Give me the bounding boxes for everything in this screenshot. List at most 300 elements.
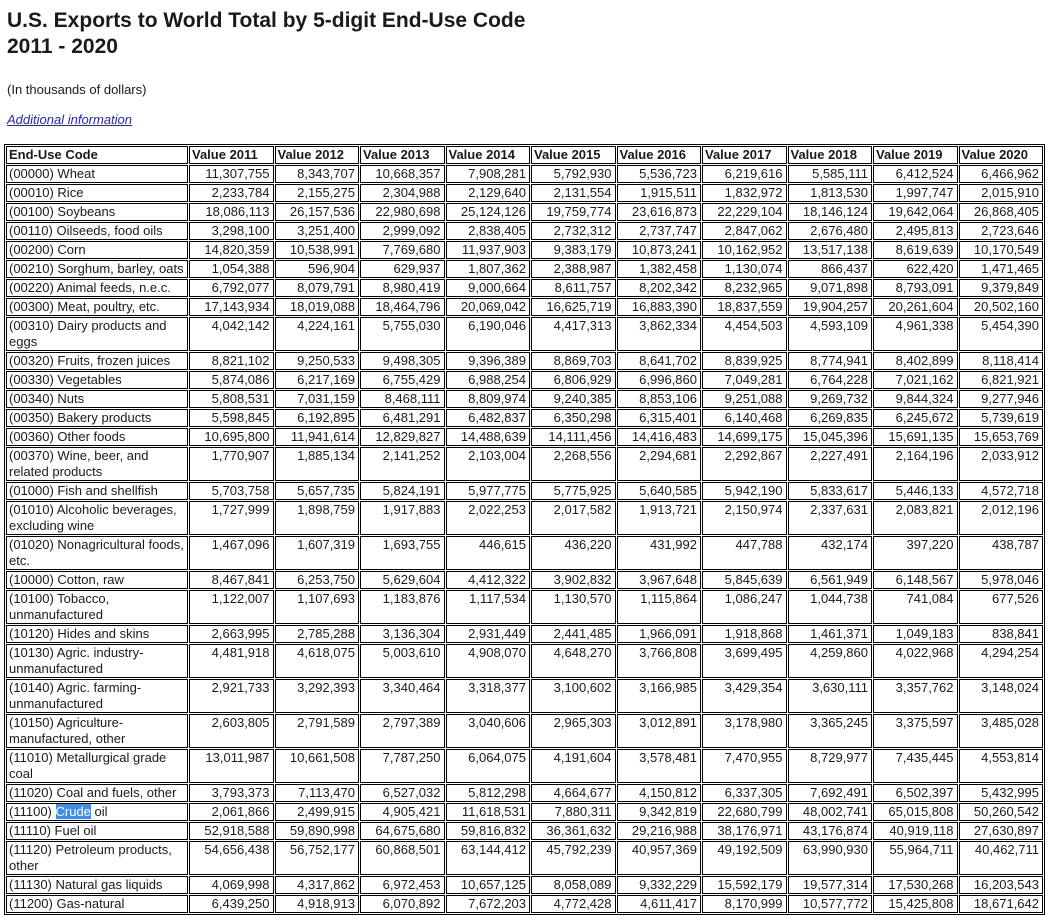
table-row <box>6 390 1043 408</box>
row-label: (00010) Rice <box>6 184 188 202</box>
value-cell: 5,755,030 <box>360 317 445 351</box>
value-cell: 4,905,421 <box>360 803 445 821</box>
value-cell: 1,130,074 <box>702 260 787 278</box>
value-cell: 5,978,046 <box>959 571 1044 589</box>
value-cell: 9,342,819 <box>617 803 702 821</box>
value-cell: 622,420 <box>873 260 958 278</box>
value-cell: 20,261,604 <box>873 298 958 316</box>
value-cell: 2,083,821 <box>873 501 958 535</box>
table-row <box>6 298 1043 316</box>
value-cell: 9,844,324 <box>873 390 958 408</box>
value-cell: 1,807,362 <box>446 260 531 278</box>
value-cell: 1,913,721 <box>617 501 702 535</box>
value-cell: 3,318,377 <box>446 679 531 713</box>
value-cell: 1,917,883 <box>360 501 445 535</box>
value-cell: 7,787,250 <box>360 749 445 783</box>
value-cell: 2,033,912 <box>959 447 1044 481</box>
column-header-value-2018: Value 2018 <box>788 146 873 164</box>
value-cell: 8,853,106 <box>617 390 702 408</box>
value-cell: 9,000,664 <box>446 279 531 297</box>
value-cell: 6,192,895 <box>275 409 360 427</box>
value-cell: 629,937 <box>360 260 445 278</box>
value-cell: 9,277,946 <box>959 390 1044 408</box>
value-cell: 59,890,998 <box>275 822 360 840</box>
table-row <box>6 590 1043 624</box>
value-cell: 9,498,305 <box>360 352 445 370</box>
value-cell: 10,170,549 <box>959 241 1044 259</box>
value-cell: 17,143,934 <box>189 298 274 316</box>
row-label: (10100) Tobacco, unmanufactured <box>6 590 188 624</box>
value-cell: 8,402,899 <box>873 352 958 370</box>
value-cell: 2,155,275 <box>275 184 360 202</box>
value-cell: 1,832,972 <box>702 184 787 202</box>
value-cell: 16,625,719 <box>531 298 616 316</box>
header-row <box>6 146 1043 164</box>
value-cell: 18,837,559 <box>702 298 787 316</box>
column-header-end-use-code: End-Use Code <box>6 146 188 164</box>
value-cell: 10,695,800 <box>189 428 274 446</box>
value-cell: 6,350,298 <box>531 409 616 427</box>
value-cell: 8,793,091 <box>873 279 958 297</box>
value-cell: 1,898,759 <box>275 501 360 535</box>
value-cell: 3,862,334 <box>617 317 702 351</box>
value-cell: 2,931,449 <box>446 625 531 643</box>
row-label: (00360) Other foods <box>6 428 188 446</box>
value-cell: 27,630,897 <box>959 822 1044 840</box>
value-cell: 7,470,955 <box>702 749 787 783</box>
value-cell: 6,481,291 <box>360 409 445 427</box>
row-label: (11110) Fuel oil <box>6 822 188 840</box>
row-label: (11200) Gas-natural <box>6 895 188 913</box>
value-cell: 36,361,632 <box>531 822 616 840</box>
value-cell: 3,375,597 <box>873 714 958 748</box>
value-cell: 3,793,373 <box>189 784 274 802</box>
value-cell: 6,527,032 <box>360 784 445 802</box>
value-cell: 6,064,075 <box>446 749 531 783</box>
value-cell: 26,868,405 <box>959 203 1044 221</box>
value-cell: 8,079,791 <box>275 279 360 297</box>
value-cell: 5,824,191 <box>360 482 445 500</box>
value-cell: 9,071,898 <box>788 279 873 297</box>
value-cell: 5,775,925 <box>531 482 616 500</box>
value-cell: 1,915,511 <box>617 184 702 202</box>
value-cell: 12,829,827 <box>360 428 445 446</box>
table-row <box>6 501 1043 535</box>
row-label: (00340) Nuts <box>6 390 188 408</box>
value-cell: 25,124,126 <box>446 203 531 221</box>
column-header-value-2017: Value 2017 <box>702 146 787 164</box>
additional-information-row <box>7 112 1049 127</box>
value-cell: 63,144,412 <box>446 841 531 875</box>
value-cell: 17,530,268 <box>873 876 958 894</box>
value-cell: 7,769,680 <box>360 241 445 259</box>
value-cell: 8,774,941 <box>788 352 873 370</box>
row-label: (01010) Alcoholic beverages, excluding wine <box>6 501 188 535</box>
value-cell: 5,942,190 <box>702 482 787 500</box>
value-cell: 4,042,142 <box>189 317 274 351</box>
value-cell: 4,772,428 <box>531 895 616 913</box>
value-cell: 7,435,445 <box>873 749 958 783</box>
value-cell: 11,941,614 <box>275 428 360 446</box>
value-cell: 59,816,832 <box>446 822 531 840</box>
value-cell: 3,178,980 <box>702 714 787 748</box>
additional-information-link[interactable]: Additional information <box>7 112 133 127</box>
value-cell: 3,292,393 <box>275 679 360 713</box>
value-cell: 1,183,876 <box>360 590 445 624</box>
value-cell: 2,999,092 <box>360 222 445 240</box>
value-cell: 6,337,305 <box>702 784 787 802</box>
value-cell: 2,015,910 <box>959 184 1044 202</box>
table-row <box>6 260 1043 278</box>
value-cell: 436,220 <box>531 536 616 570</box>
value-cell: 4,918,913 <box>275 895 360 913</box>
value-cell: 5,833,617 <box>788 482 873 500</box>
value-cell: 60,868,501 <box>360 841 445 875</box>
row-label: (11100) Crude oil <box>6 803 188 821</box>
value-cell: 2,785,288 <box>275 625 360 643</box>
value-cell: 4,417,313 <box>531 317 616 351</box>
value-cell: 3,148,024 <box>959 679 1044 713</box>
value-cell: 6,755,429 <box>360 371 445 389</box>
value-cell: 45,792,239 <box>531 841 616 875</box>
value-cell: 6,561,949 <box>788 571 873 589</box>
value-cell: 1,607,319 <box>275 536 360 570</box>
value-cell: 2,965,303 <box>531 714 616 748</box>
value-cell: 18,019,088 <box>275 298 360 316</box>
row-label: (11120) Petroleum products, other <box>6 841 188 875</box>
value-cell: 4,069,998 <box>189 876 274 894</box>
table-row <box>6 803 1043 821</box>
value-cell: 3,136,304 <box>360 625 445 643</box>
value-cell: 4,481,918 <box>189 644 274 678</box>
row-label: (00300) Meat, poultry, etc. <box>6 298 188 316</box>
row-label: (00330) Vegetables <box>6 371 188 389</box>
column-header-value-2012: Value 2012 <box>275 146 360 164</box>
value-cell: 14,416,483 <box>617 428 702 446</box>
table-row <box>6 841 1043 875</box>
value-cell: 2,797,389 <box>360 714 445 748</box>
value-cell: 2,227,491 <box>788 447 873 481</box>
value-cell: 2,233,784 <box>189 184 274 202</box>
value-cell: 8,118,414 <box>959 352 1044 370</box>
value-cell: 8,170,999 <box>702 895 787 913</box>
value-cell: 1,813,530 <box>788 184 873 202</box>
value-cell: 18,671,642 <box>959 895 1044 913</box>
value-cell: 1,382,458 <box>617 260 702 278</box>
value-cell: 9,250,533 <box>275 352 360 370</box>
value-cell: 3,040,606 <box>446 714 531 748</box>
value-cell: 10,668,357 <box>360 165 445 183</box>
value-cell: 15,691,135 <box>873 428 958 446</box>
value-cell: 13,517,138 <box>788 241 873 259</box>
value-cell: 4,664,677 <box>531 784 616 802</box>
value-cell: 11,307,755 <box>189 165 274 183</box>
value-cell: 2,304,988 <box>360 184 445 202</box>
value-cell: 13,011,987 <box>189 749 274 783</box>
table-row <box>6 784 1043 802</box>
value-cell: 22,229,104 <box>702 203 787 221</box>
value-cell: 4,553,814 <box>959 749 1044 783</box>
value-cell: 6,988,254 <box>446 371 531 389</box>
table-row <box>6 371 1043 389</box>
value-cell: 20,069,042 <box>446 298 531 316</box>
value-cell: 5,812,298 <box>446 784 531 802</box>
value-cell: 1,054,388 <box>189 260 274 278</box>
table-row <box>6 536 1043 570</box>
value-cell: 9,383,179 <box>531 241 616 259</box>
exports-table <box>4 144 1045 915</box>
value-cell: 22,680,799 <box>702 803 787 821</box>
page-title <box>7 8 1049 60</box>
value-cell: 9,269,732 <box>788 390 873 408</box>
value-cell: 447,788 <box>702 536 787 570</box>
row-label: (11020) Coal and fuels, other <box>6 784 188 802</box>
value-cell: 5,629,604 <box>360 571 445 589</box>
value-cell: 5,585,111 <box>788 165 873 183</box>
table-row <box>6 895 1043 913</box>
row-label: (01020) Nonagricultural foods, etc. <box>6 536 188 570</box>
value-cell: 40,957,369 <box>617 841 702 875</box>
value-cell: 4,648,270 <box>531 644 616 678</box>
column-header-value-2014: Value 2014 <box>446 146 531 164</box>
value-cell: 19,642,064 <box>873 203 958 221</box>
value-cell: 55,964,711 <box>873 841 958 875</box>
row-label: (00210) Sorghum, barley, oats <box>6 260 188 278</box>
value-cell: 6,217,169 <box>275 371 360 389</box>
value-cell: 677,526 <box>959 590 1044 624</box>
value-cell: 7,113,470 <box>275 784 360 802</box>
value-cell: 19,759,774 <box>531 203 616 221</box>
value-cell: 15,653,769 <box>959 428 1044 446</box>
value-cell: 48,002,741 <box>788 803 873 821</box>
value-cell: 14,699,175 <box>702 428 787 446</box>
value-cell: 2,061,866 <box>189 803 274 821</box>
value-cell: 6,806,929 <box>531 371 616 389</box>
row-label: (00350) Bakery products <box>6 409 188 427</box>
value-cell: 18,464,796 <box>360 298 445 316</box>
column-header-value-2015: Value 2015 <box>531 146 616 164</box>
value-cell: 64,675,680 <box>360 822 445 840</box>
value-cell: 2,017,582 <box>531 501 616 535</box>
value-cell: 14,488,639 <box>446 428 531 446</box>
value-cell: 3,766,808 <box>617 644 702 678</box>
value-cell: 5,808,531 <box>189 390 274 408</box>
value-cell: 8,869,703 <box>531 352 616 370</box>
value-cell: 2,603,805 <box>189 714 274 748</box>
table-row <box>6 644 1043 678</box>
value-cell: 2,676,480 <box>788 222 873 240</box>
value-cell: 49,192,509 <box>702 841 787 875</box>
value-cell: 14,111,456 <box>531 428 616 446</box>
value-cell: 65,015,808 <box>873 803 958 821</box>
value-cell: 4,611,417 <box>617 895 702 913</box>
table-row <box>6 876 1043 894</box>
value-cell: 2,441,485 <box>531 625 616 643</box>
row-label: (00370) Wine, beer, and related products <box>6 447 188 481</box>
value-cell: 10,162,952 <box>702 241 787 259</box>
value-cell: 6,466,962 <box>959 165 1044 183</box>
value-cell: 2,732,312 <box>531 222 616 240</box>
value-cell: 4,224,161 <box>275 317 360 351</box>
value-cell: 7,880,311 <box>531 803 616 821</box>
value-cell: 8,468,111 <box>360 390 445 408</box>
value-cell: 9,332,229 <box>617 876 702 894</box>
value-cell: 8,611,757 <box>531 279 616 297</box>
value-cell: 432,174 <box>788 536 873 570</box>
row-label: (00200) Corn <box>6 241 188 259</box>
value-cell: 4,618,075 <box>275 644 360 678</box>
value-cell: 1,918,868 <box>702 625 787 643</box>
value-cell: 23,616,873 <box>617 203 702 221</box>
value-cell: 6,502,397 <box>873 784 958 802</box>
value-cell: 5,845,639 <box>702 571 787 589</box>
value-cell: 20,502,160 <box>959 298 1044 316</box>
value-cell: 10,538,991 <box>275 241 360 259</box>
value-cell: 2,723,646 <box>959 222 1044 240</box>
value-cell: 3,298,100 <box>189 222 274 240</box>
value-cell: 1,461,371 <box>788 625 873 643</box>
value-cell: 5,446,133 <box>873 482 958 500</box>
value-cell: 1,044,738 <box>788 590 873 624</box>
value-cell: 446,615 <box>446 536 531 570</box>
value-cell: 4,454,503 <box>702 317 787 351</box>
row-label: (00310) Dairy products and eggs <box>6 317 188 351</box>
table-row <box>6 571 1043 589</box>
value-cell: 2,150,974 <box>702 501 787 535</box>
value-cell: 11,937,903 <box>446 241 531 259</box>
value-cell: 3,699,495 <box>702 644 787 678</box>
row-label: (10120) Hides and skins <box>6 625 188 643</box>
value-cell: 6,792,077 <box>189 279 274 297</box>
table-row <box>6 279 1043 297</box>
table-row <box>6 222 1043 240</box>
units-note: (In thousands of dollars) <box>7 82 147 97</box>
value-cell: 7,031,159 <box>275 390 360 408</box>
table-row <box>6 241 1043 259</box>
value-cell: 4,294,254 <box>959 644 1044 678</box>
value-cell: 18,086,113 <box>189 203 274 221</box>
value-cell: 1,107,693 <box>275 590 360 624</box>
value-cell: 8,232,965 <box>702 279 787 297</box>
value-cell: 19,577,314 <box>788 876 873 894</box>
value-cell: 6,269,835 <box>788 409 873 427</box>
value-cell: 8,641,702 <box>617 352 702 370</box>
row-label: (00110) Oilseeds, food oils <box>6 222 188 240</box>
value-cell: 3,365,245 <box>788 714 873 748</box>
value-cell: 1,117,534 <box>446 590 531 624</box>
value-cell: 1,966,091 <box>617 625 702 643</box>
value-cell: 397,220 <box>873 536 958 570</box>
value-cell: 26,157,536 <box>275 203 360 221</box>
value-cell: 1,086,247 <box>702 590 787 624</box>
table-row <box>6 165 1043 183</box>
value-cell: 5,703,758 <box>189 482 274 500</box>
value-cell: 3,340,464 <box>360 679 445 713</box>
column-header-value-2019: Value 2019 <box>873 146 958 164</box>
value-cell: 3,166,985 <box>617 679 702 713</box>
row-label: (10000) Cotton, raw <box>6 571 188 589</box>
value-cell: 3,357,762 <box>873 679 958 713</box>
value-cell: 3,251,400 <box>275 222 360 240</box>
value-cell: 1,049,183 <box>873 625 958 643</box>
value-cell: 1,727,999 <box>189 501 274 535</box>
value-cell: 4,572,718 <box>959 482 1044 500</box>
value-cell: 3,578,481 <box>617 749 702 783</box>
table-row <box>6 625 1043 643</box>
value-cell: 22,980,698 <box>360 203 445 221</box>
value-cell: 1,115,864 <box>617 590 702 624</box>
value-cell: 2,012,196 <box>959 501 1044 535</box>
value-cell: 5,657,735 <box>275 482 360 500</box>
value-cell: 1,885,134 <box>275 447 360 481</box>
value-cell: 8,202,342 <box>617 279 702 297</box>
value-cell: 2,337,631 <box>788 501 873 535</box>
value-cell: 16,203,543 <box>959 876 1044 894</box>
value-cell: 7,692,491 <box>788 784 873 802</box>
value-cell: 5,640,585 <box>617 482 702 500</box>
value-cell: 1,130,570 <box>531 590 616 624</box>
row-label: (11010) Metallurgical grade coal <box>6 749 188 783</box>
value-cell: 2,791,589 <box>275 714 360 748</box>
value-cell: 8,821,102 <box>189 352 274 370</box>
value-cell: 4,317,862 <box>275 876 360 894</box>
value-cell: 431,992 <box>617 536 702 570</box>
value-cell: 6,070,892 <box>360 895 445 913</box>
table-row <box>6 317 1043 351</box>
value-cell: 15,592,179 <box>702 876 787 894</box>
value-cell: 5,739,619 <box>959 409 1044 427</box>
value-cell: 38,176,971 <box>702 822 787 840</box>
value-cell: 50,260,542 <box>959 803 1044 821</box>
value-cell: 2,499,915 <box>275 803 360 821</box>
row-label: (00000) Wheat <box>6 165 188 183</box>
value-cell: 6,821,921 <box>959 371 1044 389</box>
value-cell: 6,315,401 <box>617 409 702 427</box>
value-cell: 10,577,772 <box>788 895 873 913</box>
value-cell: 15,425,808 <box>873 895 958 913</box>
table-row <box>6 352 1043 370</box>
value-cell: 10,661,508 <box>275 749 360 783</box>
value-cell: 29,216,988 <box>617 822 702 840</box>
row-label: (01000) Fish and shellfish <box>6 482 188 500</box>
page-title-line1: U.S. Exports to World Total by 5-digit End-Use Code <box>7 9 526 32</box>
value-cell: 2,103,004 <box>446 447 531 481</box>
value-cell: 6,140,468 <box>702 409 787 427</box>
value-cell: 6,148,567 <box>873 571 958 589</box>
value-cell: 4,150,812 <box>617 784 702 802</box>
value-cell: 7,049,281 <box>702 371 787 389</box>
row-label: (10150) Agriculture-manufactured, other <box>6 714 188 748</box>
value-cell: 9,251,088 <box>702 390 787 408</box>
value-cell: 9,396,389 <box>446 352 531 370</box>
value-cell: 6,764,228 <box>788 371 873 389</box>
value-cell: 2,847,062 <box>702 222 787 240</box>
value-cell: 596,904 <box>275 260 360 278</box>
value-cell: 1,693,755 <box>360 536 445 570</box>
value-cell: 2,292,867 <box>702 447 787 481</box>
column-header-value-2016: Value 2016 <box>617 146 702 164</box>
value-cell: 4,022,968 <box>873 644 958 678</box>
value-cell: 6,190,046 <box>446 317 531 351</box>
value-cell: 8,619,639 <box>873 241 958 259</box>
value-cell: 6,439,250 <box>189 895 274 913</box>
value-cell: 19,904,257 <box>788 298 873 316</box>
value-cell: 52,918,588 <box>189 822 274 840</box>
value-cell: 7,021,162 <box>873 371 958 389</box>
row-label: (00320) Fruits, frozen juices <box>6 352 188 370</box>
value-cell: 2,663,995 <box>189 625 274 643</box>
value-cell: 4,593,109 <box>788 317 873 351</box>
